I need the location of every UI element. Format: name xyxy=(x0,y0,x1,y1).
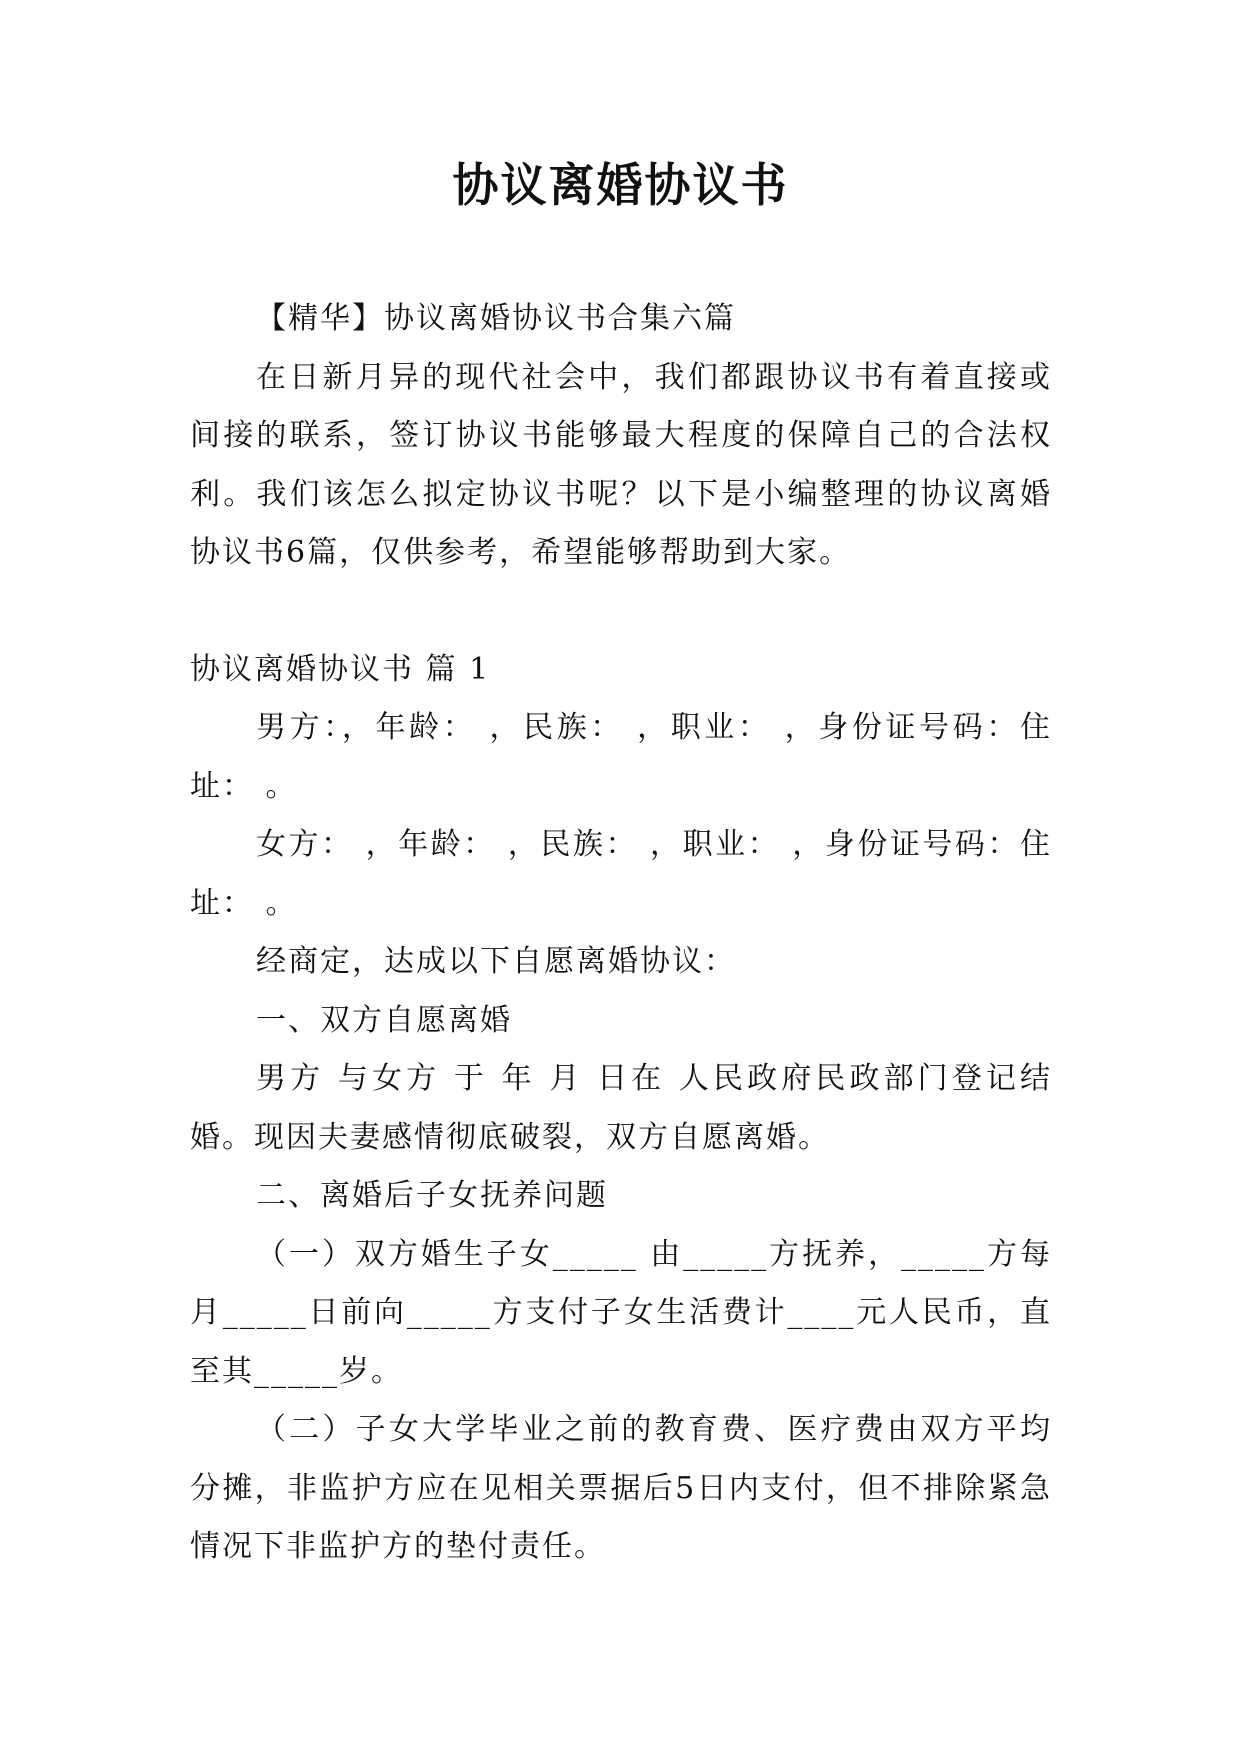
document-body xyxy=(190,290,1052,1577)
paragraph-male-party: 男方：，年龄： ，民族： ，职业： ，身份证号码：住址： 。 xyxy=(190,710,1052,804)
paragraph-agreement-intro: 经商定，达成以下自愿离婚协议： xyxy=(256,944,736,979)
intro-paragraph-1: 【精华】协议离婚协议书合集六篇 xyxy=(256,301,736,336)
intro-paragraph-2: 在日新月异的现代社会中，我们都跟协议书有着直接或间接的联系，签订协议书能够最大程度的保障自己的合法权利。我们该怎么拟定协议书呢？以下是小编整理的协议离婚协议书6篇，仅供参考，希望能够帮助到大家。 xyxy=(190,359,1052,570)
clause-2-item-1: （一）双方婚生子女_____ 由_____方抚养，_____方每月_____日前向_____方支付子女生活费计____元人民币，直至其_____岁。 xyxy=(190,1236,1052,1389)
paragraph-female-party: 女方： ，年龄： ，民族： ，职业： ，身份证号码：住址： 。 xyxy=(190,827,1052,921)
clause-2-item-2: （二）子女大学毕业之前的教育费、医疗费由双方平均分摊，非监护方应在见相关票据后5日内支付，但不排除紧急情况下非监护方的垫付责任。 xyxy=(190,1412,1052,1564)
clause-1-text: 男方 与女方 于 年 月 日在 人民政府民政部门登记结婚。现因夫妻感情彻底破裂，双方自愿离婚。 xyxy=(190,1061,1052,1155)
clause-heading-1: 一、双方自愿离婚 xyxy=(256,1002,512,1038)
document-title: 协议离婚协议书 xyxy=(452,158,789,212)
clause-heading-2: 二、离婚后子女抚养问题 xyxy=(256,1178,608,1213)
section-spacer xyxy=(190,583,1052,641)
section-heading: 协议离婚协议书 篇 1 xyxy=(190,651,491,687)
